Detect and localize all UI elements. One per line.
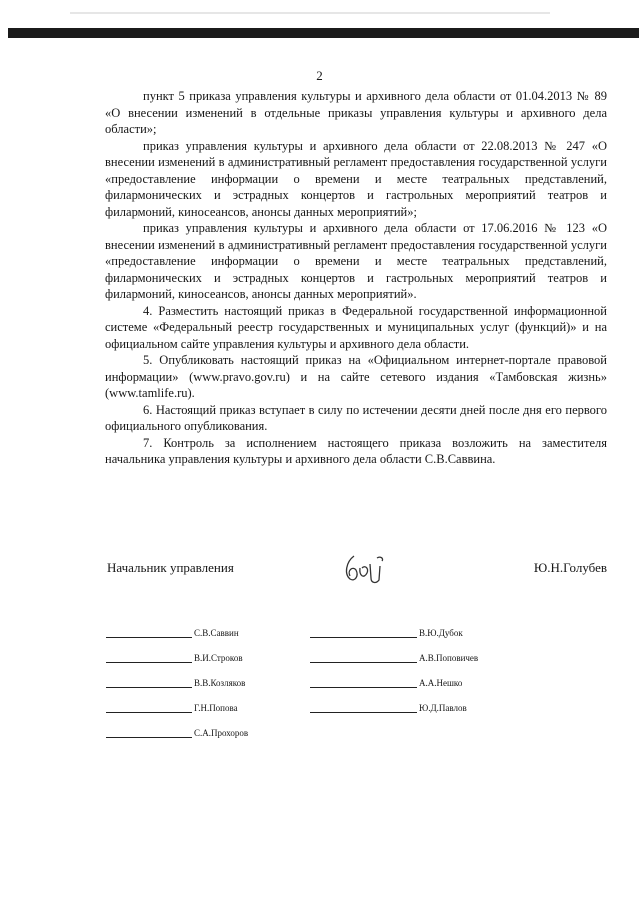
paragraph-order-247: приказ управления культуры и архивного дела области от 22.08.2013 № 247 «О внесении изменений в административный регламент предоставления государственной услуги «предоставление информации о времени и месте театральных представлений, филармонических и эстрадных концертов и гастрольных мероприятий театров и филармоний, киносеансов, анонсы данных мероприятий»;	[105, 138, 607, 219]
approver-name: Ю.Д.Павлов	[419, 703, 467, 713]
approver-name: А.В.Поповичев	[419, 653, 479, 663]
signature-line	[310, 628, 417, 638]
paragraph-clause-6: 6. Настоящий приказ вступает в силу по истечении десяти дней после дня его первого официального опубликования.	[105, 402, 607, 433]
signature-block	[107, 560, 607, 590]
approval-line	[106, 678, 245, 688]
paragraph-clause-4: 4. Разместить настоящий приказ в Федеральной государственной информационной системе «Федеральный реестр государственных и муниципальных услуг (функций)» и на официальном сайте управления культуры и архивного дела области.	[105, 303, 607, 351]
signature-line	[106, 703, 192, 713]
page-number: 2	[316, 68, 323, 83]
approver-name: В.В.Козляков	[194, 678, 246, 688]
signature-line	[106, 678, 192, 688]
scan-artifact-faint	[70, 12, 550, 14]
approval-line	[310, 628, 463, 638]
signatory-role: Начальник управления	[107, 560, 234, 575]
paragraph-clause-7: 7. Контроль за исполнением настоящего приказа возложить на заместителя начальника управления культуры и архивного дела области С.В.Саввина.	[105, 435, 607, 466]
handwritten-signature	[340, 552, 386, 586]
signature-line	[310, 653, 417, 663]
paragraph-item-5: пункт 5 приказа управления культуры и архивного дела области от 01.04.2013 № 89 «О внесении изменений в отдельные приказы управления культуры и архивного дела области»;	[105, 89, 607, 136]
approver-name: Г.Н.Попова	[194, 703, 238, 713]
approval-line	[106, 703, 238, 713]
approval-line	[106, 653, 243, 663]
signature-line	[310, 678, 417, 688]
signature-line	[106, 628, 192, 638]
approval-line	[310, 678, 462, 688]
approver-name: А.А.Нешко	[419, 678, 463, 688]
paragraph-order-123: приказ управления культуры и архивного дела области от 17.06.2016 № 123 «О внесении изменений в административный регламент предоставления государственной услуги «предоставление информации о времени и месте театральных представлений, филармонических и эстрадных концертов и гастрольных мероприятий театров и филармоний, киносеансов, анонсы данных мероприятий».	[105, 221, 607, 301]
approval-line	[106, 628, 239, 638]
document-body	[105, 88, 607, 468]
scan-edge-bar	[8, 28, 639, 38]
paragraph-clause-5: 5. Опубликовать настоящий приказ на «Официальном интернет-портале правовой информации» (www.pravo.gov.ru) и на сайте сетевого издания «Тамбовская жизнь» (www.tamlife.ru).	[105, 353, 607, 400]
signatory-name: Ю.Н.Голубев	[533, 560, 607, 575]
signature-line	[310, 703, 417, 713]
approval-line	[310, 653, 478, 663]
approver-name: С.В.Саввин	[194, 628, 239, 638]
approval-line	[310, 703, 467, 713]
approver-name: В.Ю.Дубок	[419, 628, 463, 638]
signature-line	[106, 728, 192, 738]
signature-line	[106, 653, 192, 663]
approver-name: С.А.Прохоров	[194, 728, 249, 738]
approver-name: В.И.Строков	[194, 653, 243, 663]
approval-line	[106, 728, 248, 738]
